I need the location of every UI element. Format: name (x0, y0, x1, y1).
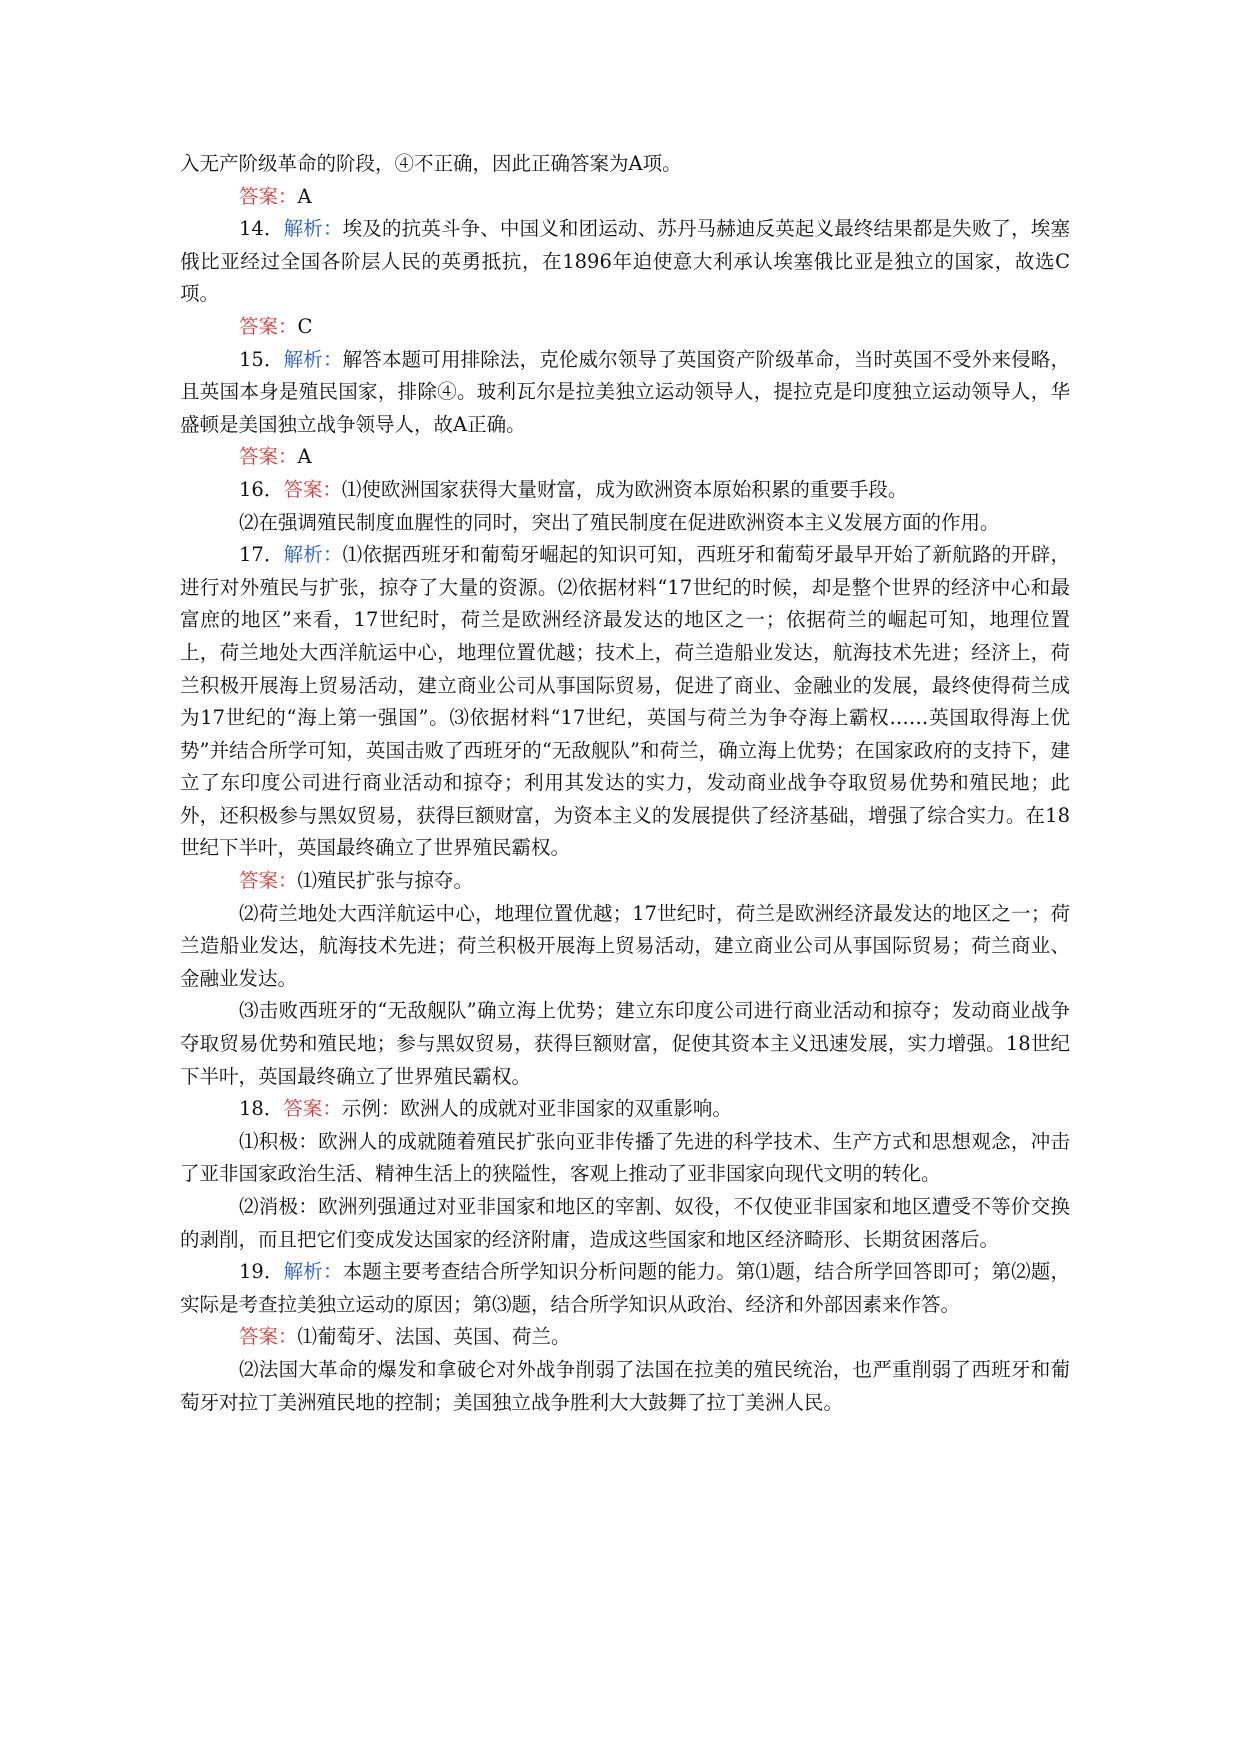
answer-label: 答案： (239, 869, 298, 893)
paragraph-text: ⑴使欧洲国家获得大量财富，成为欧洲资本原始积累的重要手段。 (341, 477, 908, 501)
paragraph-text: A (297, 445, 312, 469)
paragraph-text: 示例：欧洲人的成就对亚非国家的双重影响。 (341, 1097, 732, 1121)
paragraph-text: 解答本题可用排除法，克伦威尔领导了英国资产阶级革命，当时英国不受外来侵略，且英国本身是殖民国家，排除④。玻利瓦尔是拉美独立运动领导人，提拉克是印度独立运动领导人，华盛顿是美国独立战争领导人，故A正确。 (180, 347, 1070, 436)
paragraph-text: ⑴依据西班牙和葡萄牙崛起的知识可知，西班牙和葡萄牙最早开始了新航路的开辟，进行对外殖民与扩张，掠夺了大量的资源。⑵依据材料“17世纪的时候，却是整个世界的经济中心和最富庶的地区”来看，17世纪时，荷兰是欧洲经济最发达的地区之一；依据荷兰的崛起可知，地理位置上，荷兰地处大西洋航运中心，地理位置优越；技术上，荷兰造船业发达，航海技术先进；经济上，荷兰积极开展海上贸易活动，建立商业公司从事国际贸易，促进了商业、金融业的发展，最终使得荷兰成为17世纪的“海上第一强国”。⑶依据材料“17世纪，英国与荷兰为争夺海上霸权……英国取得海上优势”并结合所学可知，英国击败了西班牙的“无敌舰队”和荷兰，确立海上优势；在国家政府的支持下，建立了东印度公司进行商业活动和掠夺；利用其发达的实力，发动商业战争夺取贸易优势和殖民地；此外，还积极参与黑奴贸易，获得巨额财富，为资本主义的发展提供了经济基础，增强了综合实力。在18世纪下半叶，英国最终确立了世界殖民霸权。 (180, 543, 1070, 860)
answer-label: 答案： (239, 184, 298, 208)
question-number: 14． (239, 217, 284, 241)
paragraph-text: ⑴积极：欧洲人的成就随着殖民扩张向亚非传播了先进的科学技术、生产方式和思想观念，冲击了亚非国家政治生活、精神生活上的狭隘性，客观上推动了亚非国家向现代文明的转化。 (180, 1129, 1070, 1186)
answer-label: 答案： (239, 1325, 298, 1349)
paragraph (180, 865, 1070, 898)
paragraph-text: 本题主要考查结合所学知识分析问题的能力。第⑴题，结合所学回答即可；第⑵题，实际是考查拉美独立运动的原因；第⑶题，结合所学知识从政治、经济和外部因素来作答。 (180, 1260, 1070, 1316)
paragraph-text: 埃及的抗英斗争、中国义和团运动、苏丹马赫迪反英起义最终结果都是失败了，埃塞俄比亚经过全国各阶层人民的英勇抵抗，在1896年迫使意大利承认埃塞俄比亚是独立的国家，故选C项。 (180, 217, 1070, 306)
question-number: 16． (239, 477, 284, 501)
paragraph (180, 148, 1070, 181)
paragraph (180, 441, 1070, 474)
question-number: 15． (239, 347, 284, 371)
answer-label: 答案： (283, 1097, 342, 1121)
analysis-label: 解析： (283, 1260, 343, 1284)
paragraph (180, 181, 1070, 214)
paragraph (180, 539, 1070, 865)
question-number: 19． (239, 1260, 284, 1284)
analysis-label: 解析： (283, 347, 343, 371)
paragraph (180, 1191, 1070, 1256)
paragraph-text: 入无产阶级革命的阶段，④不正确，因此正确答案为A项。 (180, 152, 682, 175)
paragraph (180, 344, 1070, 442)
document-page (180, 148, 1070, 1419)
answer-label: 答案： (239, 445, 298, 469)
paragraph-text: ⑵消极：欧洲列强通过对亚非国家和地区的宰割、奴役，不仅使亚非国家和地区遭受不等价交换的剥削，而且把它们变成发达国家的经济附庸，造成这些国家和地区经济畸形、长期贫困落后。 (180, 1195, 1070, 1251)
paragraph (180, 1126, 1070, 1191)
answer-label: 答案： (239, 314, 298, 338)
paragraph-text: ⑴殖民扩张与掠夺。 (297, 869, 474, 893)
paragraph (180, 213, 1070, 311)
paragraph-text: ⑶击败西班牙的“无敌舰队”确立海上优势；建立东印度公司进行商业活动和掠夺；发动商业战争夺取贸易优势和殖民地；参与黑奴贸易，获得巨额财富，促使其资本主义迅速发展，实力增强。18世纪下半叶，英国最终确立了世界殖民霸权。 (180, 999, 1070, 1088)
paragraph-text: ⑵在强调殖民制度血腥性的同时，突出了殖民制度在促进欧洲资本主义发展方面的作用。 (239, 510, 1000, 534)
paragraph-text: C (297, 314, 313, 338)
analysis-label: 解析： (283, 217, 343, 241)
question-number: 17． (239, 543, 284, 567)
analysis-label: 解析： (283, 543, 343, 567)
paragraph (180, 1321, 1070, 1354)
paragraph (180, 1093, 1070, 1126)
paragraph (180, 1354, 1070, 1419)
paragraph (180, 507, 1070, 540)
paragraph (180, 311, 1070, 344)
paragraph-text: ⑵法国大革命的爆发和拿破仑对外战争削弱了法国在拉美的殖民统治，也严重削弱了西班牙和葡萄牙对拉丁美洲殖民地的控制；美国独立战争胜利大大鼓舞了拉丁美洲人民。 (180, 1357, 1070, 1414)
paragraph-text: A (297, 184, 312, 208)
paragraph-text: ⑵荷兰地处大西洋航运中心，地理位置优越；17世纪时，荷兰是欧洲经济最发达的地区之一；荷兰造船业发达，航海技术先进；荷兰积极开展海上贸易活动，建立商业公司从事国际贸易；荷兰商业、金融业发达。 (180, 901, 1070, 990)
question-number: 18． (239, 1097, 284, 1121)
paragraph (180, 995, 1070, 1093)
paragraph (180, 898, 1070, 996)
paragraph-text: ⑴葡萄牙、法国、英国、荷兰。 (297, 1325, 571, 1349)
paragraph (180, 1256, 1070, 1321)
paragraph (180, 474, 1070, 507)
answer-label: 答案： (283, 477, 342, 501)
